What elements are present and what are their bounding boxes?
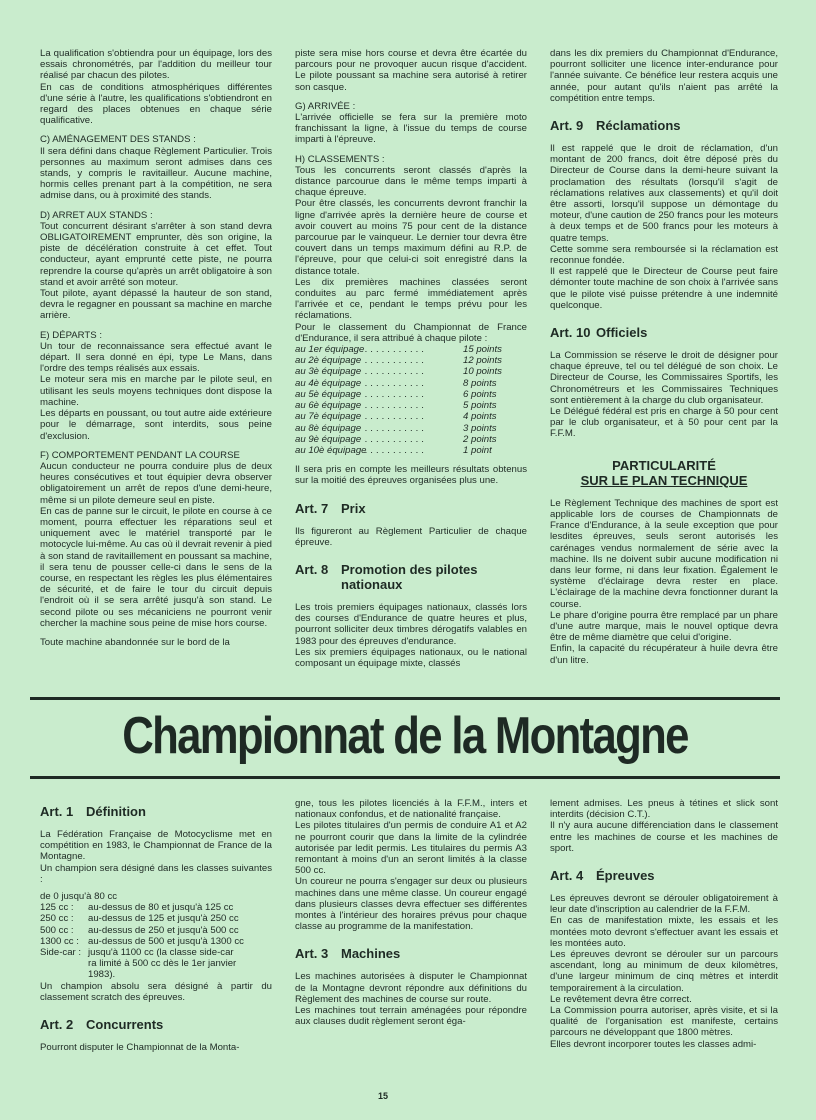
paragraph: Pourront disputer le Championnat de la Monta-: [40, 1042, 240, 1054]
paragraph: L'arrivée officielle se fera sur la première moto franchissant la ligne, à l'issue du temps de course imparti à l'épreuve.: [295, 112, 527, 146]
article-heading-10: [550, 325, 778, 340]
paragraph: En cas de manifestation mixte, les essais et les montées moto devront s'effectuer avant les essais et les montées auto.: [550, 915, 778, 949]
endurance-col-2: [295, 48, 527, 669]
points-rank: au 9è équipage: [295, 433, 362, 445]
class-row: [40, 936, 272, 947]
paragraph: Les épreuves devront se dérouler obligatoirement à leur date d'inscription au calendrier de la F.F.M.: [550, 893, 778, 916]
points-row: [295, 344, 527, 355]
article-number: Art. 10: [550, 325, 591, 341]
paragraph: Pour être classés, les concurrents devront franchir la ligne d'arrivée après la dernière heure de course et avoir couvert au moins 75 pour cent de la distance parcourue par le vainqueur. Le dernier tour devra être couvert dans un temps maximum défini au R.P. de l'épreuve, pour que celui-ci soit enregistré dans la distance totale.: [295, 198, 527, 277]
paragraph: Enfin, la capacité du récupérateur à huile devra être d'un litre.: [550, 643, 778, 666]
paragraph: Les machines autorisées à disputer le Championnat de la Montagne devront répondre aux définitions du Règlement des machines de course sur route.: [295, 971, 527, 1005]
class-row: [40, 947, 272, 958]
article-heading-7: [295, 501, 527, 516]
subheading-arret: D) ARRET AUX STANDS :: [40, 209, 153, 221]
montagne-col-3: [550, 798, 778, 1050]
points-row: [295, 366, 527, 377]
paragraph: Les machines tout terrain aménagées pour répondre aux clauses dudit règlement seront éga-: [295, 1005, 527, 1028]
points-value: 1 point: [463, 444, 492, 456]
class-row: [40, 969, 272, 980]
paragraph: Il sera défini dans chaque Règlement Particulier. Trois personnes au maximum seront admises dans ces stands, y compris le ravitailleur. Aucune machine, hormis celles prenant part à la compétition, ne sera admise dans, ou à proximité des stands.: [40, 145, 272, 202]
page-number: 15: [378, 1091, 389, 1101]
paragraph: Tout concurrent désirant s'arrêter à son stand devra OBLIGATOIREMENT emprunter, dès son origine, la piste de décélération construite à cet effet. Tout conducteur, ayant emprunté cette piste, ne pourra reprendre la course qu'après un arrêt obligatoire à son stand et avoir arrêté son moteur.: [40, 220, 272, 288]
paragraph: Il n'y aura aucune différenciation dans le classement entre les machines de course et les machines de sport.: [550, 820, 778, 854]
paragraph: Un tour de reconnaissance sera effectué avant le départ. Il sera donné en épi, type Le Mans, dans l'ordre des temps réalisés aux essais.: [40, 340, 272, 375]
class-value: au-dessus de 500 et jusqu'à 1300 cc: [88, 935, 244, 947]
particularite-title-line-2: SUR LE PLAN TECHNIQUE: [580, 472, 748, 488]
subheading-departs: E) DÉPARTS :: [40, 329, 103, 341]
classes-list: [40, 891, 272, 981]
article-heading-8: [295, 562, 527, 592]
paragraph: Ils figureront au Règlement Particulier de chaque épreuve.: [295, 525, 527, 548]
points-rank: au 5è équipage: [295, 388, 362, 400]
banner-rule-top: [30, 697, 780, 700]
points-value: 6 points: [463, 388, 497, 400]
class-key: de 0 jusqu'à 80 cc: [40, 891, 118, 903]
class-key: [40, 958, 88, 969]
paragraph: dans les dix premiers du Championnat d'Endurance, pourront solliciter une licence inter-endurance pour l'année suivante. Ce bénéfice leur restera acquis une année, pour autant qu'ils n'aient pas arrêté la compétition entre temps.: [550, 48, 778, 104]
points-leader-dots: ...........: [365, 388, 428, 400]
endurance-col-3: [550, 48, 778, 666]
class-key: 125 cc :: [40, 902, 74, 914]
paragraph: Le revêtement devra être correct.: [550, 993, 692, 1005]
article-heading-3: [295, 946, 527, 961]
article-number: Art. 1: [40, 804, 74, 819]
paragraph: Les épreuves devront se dérouler sur un parcours ascendant, long au minimum de deux kilomètres, d'une largeur minimum de cinq mètres et interdit temporairement à la circulation.: [550, 949, 778, 994]
points-leader-dots: ...........: [365, 444, 428, 456]
article-number: Art. 7: [295, 500, 329, 516]
article-title: Concurrents: [86, 1017, 164, 1033]
paragraph: Il est rappelé que le Directeur de Course peut faire démonter toute machine de son choix à l'arrivée sans que le pilote visé puisse prétendre à une indemnité quelconque.: [550, 266, 778, 311]
article-number: Art. 3: [295, 946, 329, 962]
points-row: [295, 434, 527, 445]
points-value: 2 points: [463, 433, 497, 445]
paragraph: Les trois premiers équipages nationaux, classés lors des courses d'Endurance de quatre heures et plus, pourront solliciter deux timbres dérogatifs valables en 1983 pour des épreuves d'endurance.: [295, 601, 527, 647]
paragraph: Cette somme sera remboursée si la réclamation est reconnue fondée.: [550, 243, 778, 267]
points-value: 10 points: [463, 366, 502, 378]
article-heading-4: [550, 868, 778, 883]
endurance-col-1: [40, 48, 272, 648]
points-table: [295, 344, 527, 456]
paragraph: En cas de conditions atmosphériques différentes d'une série à l'autre, les qualifications s'obtiendront en regard des places obtenues en chaque série qualificative.: [40, 81, 272, 127]
paragraph: Un champion absolu sera désigné à partir du classement scratch des épreuves.: [40, 980, 272, 1003]
points-value: 5 points: [463, 400, 497, 412]
points-leader-dots: ...........: [365, 355, 428, 367]
article-title: Officiels: [596, 325, 648, 341]
subheading-classements: H) CLASSEMENTS :: [295, 153, 385, 165]
points-rank: au 7è équipage: [295, 411, 362, 423]
class-key: 500 cc :: [40, 924, 74, 936]
points-rank: au 6è équipage: [295, 400, 362, 412]
class-row: [40, 925, 272, 936]
subheading-comportement: F) COMPORTEMENT PENDANT LA COURSE: [40, 449, 240, 461]
article-heading-9: [550, 118, 778, 133]
paragraph: Tout pilote, ayant dépassé la hauteur de son stand, devra le regagner en poussant sa machine en marche arrière.: [40, 288, 272, 322]
paragraph: Elles devront incorporer toutes les classes admi-: [550, 1038, 757, 1050]
paragraph: Un coureur ne pourra s'engager sur deux ou plusieurs machines dans une même classe. Un coureur engagé dans plusieurs classes devra effectuer ses différentes montes à l'intérieur des horaires prévus pour chaque classe au programme de la manifestation.: [295, 876, 527, 933]
class-key: 1300 cc :: [40, 935, 79, 947]
paragraph: piste sera mise hors course et devra être écartée du parcours pour ne provoquer aucun risque d'accident. Le pilote poussant sa machine sera autorisé à retirer son casque.: [295, 48, 527, 93]
particularite-title-line-1: PARTICULARITÉ: [612, 457, 716, 473]
points-row: [295, 378, 527, 389]
paragraph: Les dix premières machines classées seront conduites au parc fermé immédiatement après l'arrivée et ce, pendant le temps prévu pour les réclamations.: [295, 276, 527, 322]
article-number: Art. 4: [550, 868, 584, 884]
article-title: Prix: [341, 500, 366, 516]
class-key: 250 cc :: [40, 913, 74, 925]
points-value: 4 points: [463, 411, 497, 423]
paragraph: La qualification s'obtiendra pour un équipage, lors des essais chronométrés, par l'addition du meilleur tour réalisé par chacun des pilotes.: [40, 48, 272, 82]
paragraph: Le moteur sera mis en marche par le pilote seul, en utilisant les seuls moyens techniques dont dispose la machine.: [40, 374, 272, 408]
paragraph: lement admises. Les pneus à tétines et slick sont interdits (décision C.T.).: [550, 798, 778, 821]
class-key: Side-car :: [40, 947, 82, 959]
paragraph: Le Délégué fédéral est pris en charge à 50 pour cent par le club organisateur, et à 50 pour cent par la F.F.M.: [550, 406, 778, 440]
article-heading-1: [40, 804, 272, 819]
class-row: [40, 958, 272, 969]
points-leader-dots: ...........: [365, 366, 428, 378]
class-value: ra limité à 500 cc dès le 1er janvier: [88, 958, 237, 970]
paragraph: Pour le classement du Championnat de France d'Endurance, il sera attribué à chaque pilote :: [295, 321, 527, 344]
article-number: Art. 9: [550, 118, 584, 134]
paragraph: Aucun conducteur ne pourra conduire plus de deux heures consécutives et tout équipier devra observer obligatoirement un arrêt de repos d'une demi-heure, même si un pilote demeure seul en piste.: [40, 460, 272, 506]
paragraph: Tous les concurrents seront classés d'après la distance parcourue dans le même temps imparti à chaque épreuve.: [295, 164, 527, 199]
paragraph: Le Règlement Technique des machines de sport est applicable lors de courses de Championnats de France d'Endurance, à la seule exception que pour lesdites épreuves, seuls seront autorisés les carénages vendus normalement de série avec la machine. Ils ne doivent subir aucune modification ni dans leur forme, ni dans leur fixation. Également le système d'éclairage devra rester en place. L'éclairage de la machine devra fonctionner durant la course.: [550, 497, 778, 610]
points-rank: au 1er équipage: [295, 344, 365, 356]
article-number: Art. 2: [40, 1017, 74, 1033]
points-leader-dots: ...........: [365, 411, 428, 423]
article-title: Réclamations: [596, 118, 681, 134]
paragraph: Les pilotes titulaires d'un permis de conduire A1 et A2 ne pourront courir que dans la limite de la cylindrée autorisée par ledit permis. Les titulaires du permis A3 remontant à moins d'un an seront limités à la classe 500 cc.: [295, 820, 527, 877]
paragraph: La Fédération Française de Motocyclisme met en compétition en 1983, le Championnat de France de la Montagne.: [40, 829, 272, 863]
points-rank: au 10è équipage: [295, 444, 367, 456]
points-row: [295, 423, 527, 434]
paragraph: La Commission se réserve le droit de désigner pour chaque épreuve, tel ou tel délégué de son choix. Le Directeur de Course, les Commissaires Sportifs, les Chronométreurs et les Commissaires Techniques sont entièrement à la charge du club organisateur.: [550, 350, 778, 406]
class-value: au-dessus de 125 et jusqu'à 250 cc: [88, 913, 239, 925]
banner-rule-bottom: [30, 776, 780, 779]
article-number: Art. 8: [295, 561, 329, 577]
points-row: [295, 400, 527, 411]
points-rank: au 3è équipage: [295, 366, 362, 378]
points-rank: au 2è équipage: [295, 355, 362, 367]
banner-title: Championnat de la Montagne: [122, 707, 688, 765]
paragraph: Il sera pris en compte les meilleurs résultats obtenus sur la moitié des épreuves organisées plus une.: [295, 464, 527, 487]
points-row: [295, 389, 527, 400]
points-row: [295, 411, 527, 422]
paragraph: Toute machine abandonnée sur le bord de la: [40, 636, 230, 648]
class-value: au-dessus de 250 et jusqu'à 500 cc: [88, 924, 239, 936]
article-title: Machines: [341, 946, 401, 962]
points-value: 12 points: [463, 355, 502, 367]
class-value: au-dessus de 80 et jusqu'à 125 cc: [88, 902, 234, 914]
article-title: Épreuves: [596, 868, 655, 884]
subheading-stands: C) AMÉNAGEMENT DES STANDS :: [40, 134, 196, 146]
montagne-col-1: [40, 790, 272, 1053]
article-title: Promotion des pilotes nationaux: [341, 561, 478, 592]
points-row: [295, 355, 527, 366]
class-value: 1983).: [88, 969, 116, 981]
class-key: [40, 969, 88, 980]
points-leader-dots: ...........: [365, 433, 428, 445]
points-row: [295, 445, 527, 456]
paragraph: Il est rappelé que le droit de réclamation, d'un montant de 200 francs, doit être déposé près du Directeur de Course dans la demi-heure suivant la proclamation des résultats (lorsqu'il s'agit de réclamations relatives aux classements) et qu'il doit être assorti, lorsqu'il suppose un démontage du moteur, d'une caution de 250 francs pour les moteurs à deux temps et de 500 francs pour les moteurs à quatre temps.: [550, 143, 778, 244]
paragraph: gne, tous les pilotes licenciés à la F.F.M., inters et nationaux confondus, et de nationalité française.: [295, 798, 527, 821]
points-rank: au 4è équipage: [295, 377, 362, 389]
article-title: Définition: [86, 804, 146, 819]
article-heading-2: [40, 1017, 272, 1032]
paragraph: Le phare d'origine pourra être remplacé par un phare d'une autre marque, mais le nouvel optique devra être de même diamètre que celui d'origine.: [550, 609, 778, 644]
class-row: [40, 902, 272, 913]
points-leader-dots: ...........: [365, 400, 428, 412]
points-value: 15 points: [463, 344, 502, 356]
paragraph: En cas de panne sur le circuit, le pilote en course à ce moment, pourra effectuer les réparations seul et uniquement avec le matériel transporté par le motocycle lui-même. Au cas où il devrait revenir à pied à son stand de ravitaillement en poussant sa machine, il sera tenu de pousser celle-ci dans le sens de la course, en respectant les règles les plus élémentaires de sécurité, et de faire le tour du circuit depuis l'endroit où il se sera arrêté jusqu'à son stand. Le second pilote ou ses mécaniciens ne pourront venir chercher la machine sous peine de mise hors course.: [40, 505, 272, 629]
subheading-arrivee: G) ARRIVÉE :: [295, 100, 356, 112]
paragraph: Un champion sera désigné dans les classes suivantes :: [40, 862, 272, 885]
class-row: [40, 891, 272, 902]
paragraph: Les départs en poussant, ou tout autre aide extérieure pour le démarrage, sont interdits, sous peine d'exclusion.: [40, 408, 272, 442]
points-leader-dots: ...........: [365, 377, 428, 389]
points-leader-dots: ...........: [365, 422, 428, 434]
points-leader-dots: ...........: [365, 344, 428, 356]
paragraph: Les six premiers équipages nationaux, ou le national composant un équipage mixte, classés: [295, 646, 527, 669]
montagne-col-2: [295, 798, 527, 1027]
points-value: 3 points: [463, 422, 497, 434]
points-rank: au 8è équipage: [295, 422, 362, 434]
paragraph: La Commission pourra autoriser, après visite, et si la qualité de l'organisation est manifeste, certains parcours ne développant que 1800 mètres.: [550, 1005, 778, 1039]
class-value: jusqu'à 1100 cc (la classe side-car: [88, 947, 234, 959]
particularite-heading: [550, 458, 778, 488]
class-row: [40, 913, 272, 924]
points-value: 8 points: [463, 377, 497, 389]
